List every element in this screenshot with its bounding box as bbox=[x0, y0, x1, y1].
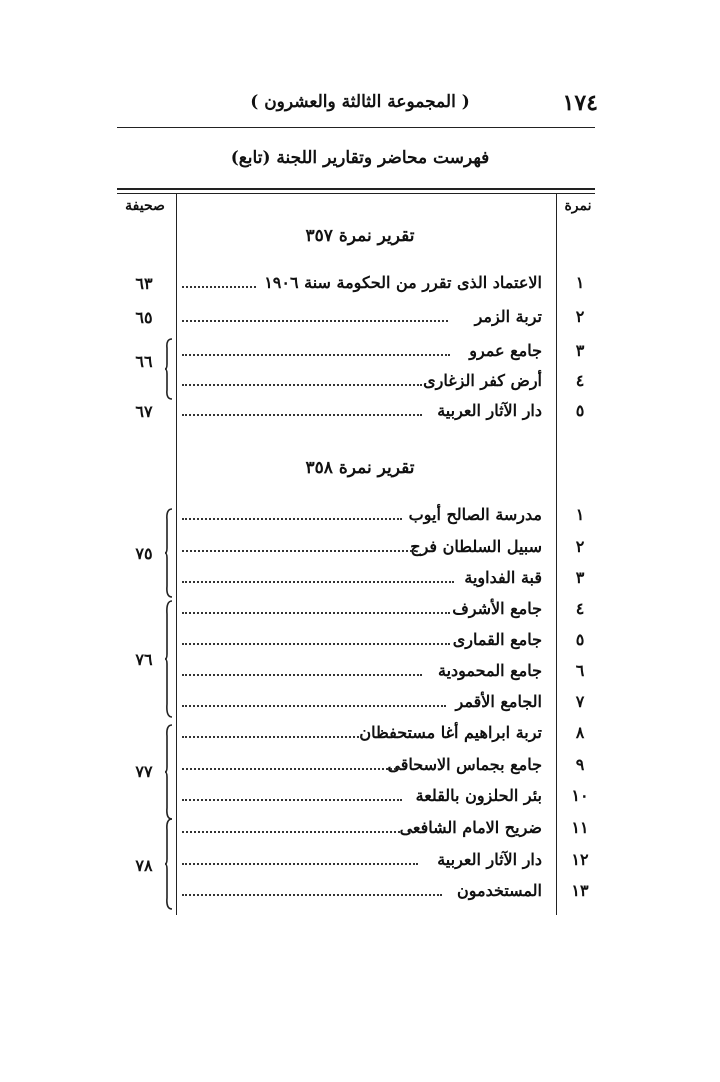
item-title: جامع الأشرف bbox=[452, 599, 542, 618]
list-item bbox=[0, 563, 720, 593]
list-item bbox=[0, 781, 720, 811]
item-number: ٣ bbox=[575, 568, 585, 587]
item-number: ٤ bbox=[575, 599, 585, 618]
report-title: تقرير نمرة ٣٥٨ bbox=[305, 458, 415, 478]
item-number: ١ bbox=[575, 505, 585, 524]
item-title: تربة ابراهيم أغا مستحفظان bbox=[359, 723, 542, 742]
report-title: تقرير نمرة ٣٥٧ bbox=[305, 226, 415, 246]
page-ref: ٦٦ bbox=[135, 352, 153, 371]
page-column-header: صحيفة bbox=[125, 198, 165, 214]
page-ref: ٦٣ bbox=[135, 274, 153, 293]
page-number: ١٧٤ bbox=[562, 90, 598, 116]
item-title: تربة الزمر bbox=[474, 307, 542, 326]
list-item bbox=[0, 302, 720, 332]
leader-dots bbox=[182, 320, 448, 322]
item-title: جامع القمارى bbox=[452, 630, 542, 649]
item-number: ٣ bbox=[575, 341, 585, 360]
leader-dots bbox=[182, 354, 450, 356]
running-title: ( المجموعة الثالثة والعشرون ) bbox=[250, 92, 470, 112]
item-number: ٦ bbox=[575, 661, 585, 680]
item-title: أرض كفر الزغارى bbox=[423, 371, 542, 390]
item-number: ٩ bbox=[575, 755, 585, 774]
item-number: ٤ bbox=[575, 371, 585, 390]
list-item bbox=[0, 625, 720, 655]
item-title: الاعتماد الذى تقرر من الحكومة سنة ١٩٠٦ bbox=[264, 273, 542, 292]
list-item bbox=[0, 336, 720, 366]
item-number: ٧ bbox=[575, 692, 585, 711]
leader-dots bbox=[182, 414, 422, 416]
item-number: ١١ bbox=[571, 818, 589, 837]
leader-dots bbox=[182, 768, 400, 770]
item-title: مدرسة الصالح أيوب bbox=[408, 505, 542, 524]
list-item bbox=[0, 532, 720, 562]
item-number: ١٢ bbox=[571, 850, 589, 869]
leader-dots bbox=[182, 643, 450, 645]
list-item bbox=[0, 656, 720, 686]
leader-dots bbox=[182, 384, 422, 386]
list-item bbox=[0, 876, 720, 906]
item-title: جامع عمرو bbox=[469, 341, 542, 360]
item-title: المستخدمون bbox=[457, 881, 542, 900]
item-title: جامع المحمودية bbox=[438, 661, 542, 680]
item-number: ١٠ bbox=[571, 786, 589, 805]
item-number: ٥ bbox=[575, 630, 585, 649]
list-item bbox=[0, 687, 720, 717]
leader-dots bbox=[182, 831, 400, 833]
leader-dots bbox=[182, 286, 256, 288]
item-number: ٢ bbox=[575, 537, 585, 556]
list-item bbox=[0, 813, 720, 843]
item-number: ٥ bbox=[575, 401, 585, 420]
page-ref: ٦٧ bbox=[135, 402, 153, 421]
list-item bbox=[0, 594, 720, 624]
leader-dots bbox=[182, 518, 402, 520]
leader-dots bbox=[182, 581, 454, 583]
item-title: الجامع الأقمر bbox=[455, 692, 542, 711]
table-top-rule-thin bbox=[117, 193, 595, 194]
page-ref: ٧٧ bbox=[135, 762, 153, 781]
item-title: دار الآثار العربية bbox=[437, 850, 542, 869]
page-ref: ٧٨ bbox=[135, 856, 153, 875]
leader-dots bbox=[182, 612, 450, 614]
list-item bbox=[0, 366, 720, 396]
item-number: ٨ bbox=[575, 723, 585, 742]
list-item bbox=[0, 268, 720, 298]
item-title: قبة الفداوية bbox=[464, 568, 542, 587]
leader-dots bbox=[182, 705, 446, 707]
leader-dots bbox=[182, 550, 416, 552]
list-item bbox=[0, 750, 720, 780]
item-title: دار الآثار العربية bbox=[437, 401, 542, 420]
number-column-header: نمرة bbox=[564, 198, 592, 214]
page-ref: ٧٦ bbox=[135, 650, 153, 669]
item-title: ضريح الامام الشافعى bbox=[399, 818, 542, 837]
leader-dots bbox=[182, 674, 422, 676]
leader-dots bbox=[182, 799, 402, 801]
item-number: ٢ bbox=[575, 307, 585, 326]
page-ref: ٧٥ bbox=[135, 544, 153, 563]
index-subtitle: (تابع) فهرست محاضر وتقارير اللجنة bbox=[230, 148, 490, 168]
leader-dots bbox=[182, 894, 442, 896]
leader-dots bbox=[182, 736, 362, 738]
item-number: ١٣ bbox=[571, 881, 589, 900]
list-item bbox=[0, 396, 720, 426]
leader-dots bbox=[182, 863, 418, 865]
list-item bbox=[0, 500, 720, 530]
header-rule bbox=[117, 127, 595, 128]
item-title: بئر الحلزون بالقلعة bbox=[415, 786, 542, 805]
list-item bbox=[0, 845, 720, 875]
item-title: جامع بجماس الاسحاقى bbox=[387, 755, 542, 774]
page-ref: ٦٥ bbox=[135, 308, 153, 327]
item-number: ١ bbox=[575, 273, 585, 292]
table-top-rule bbox=[117, 188, 595, 190]
item-title: سبيل السلطان فرج bbox=[410, 537, 542, 556]
list-item bbox=[0, 718, 720, 748]
